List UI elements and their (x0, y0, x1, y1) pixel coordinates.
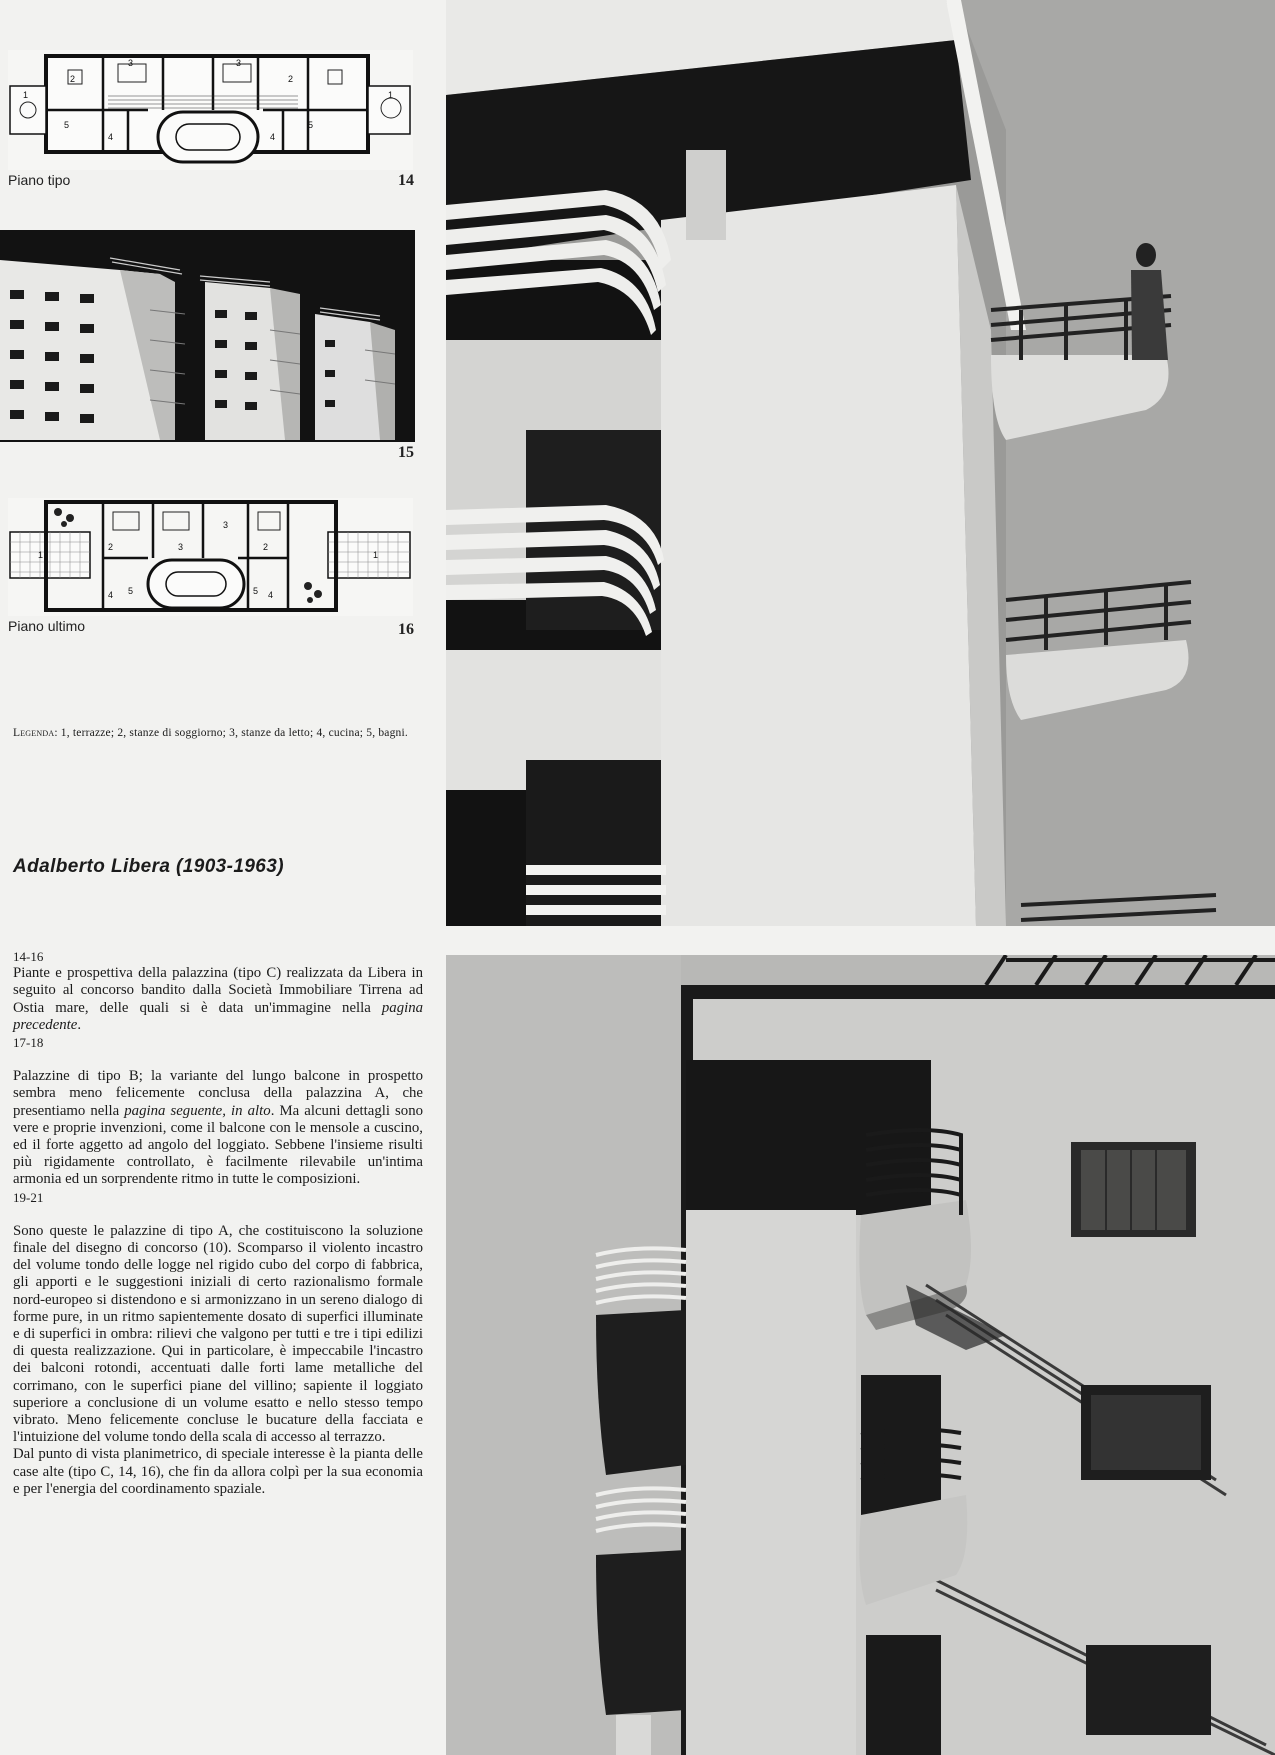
ref-14-16: 14-16 (13, 949, 44, 964)
svg-text:1: 1 (38, 550, 44, 560)
svg-text:2: 2 (70, 74, 76, 84)
perspective-drawing-image (0, 230, 415, 442)
legend-text: : 1, terrazze; 2, stanze di soggiorno; 3, stanze da letto; 4, cucina; 5, bagni. (54, 727, 408, 739)
floor-plan-typical-drawing (8, 50, 413, 170)
svg-text:4: 4 (268, 590, 274, 600)
figure-16-number: 16 (398, 621, 414, 638)
svg-text:1: 1 (388, 90, 394, 100)
article-text (13, 948, 423, 1498)
figure-16-caption: Piano ultimo (8, 618, 86, 634)
svg-text:1: 1 (23, 90, 29, 100)
svg-text:4: 4 (270, 132, 276, 142)
photo-facade-balconies (446, 955, 1275, 1755)
floor-plan-typical (8, 50, 413, 170)
perspective-drawing (0, 230, 415, 442)
svg-text:5: 5 (128, 586, 134, 596)
svg-text:3: 3 (223, 520, 229, 530)
paragraph-3: Sono queste le palazzine di tipo A, che costituiscono la soluzione finale del disegno di concorso (10). Scomparso il violento incastro del volume tondo delle logge nel rigido cubo del corpo di fabbrica, gli apporti e le suggestioni iniziali di certo razionalismo formale nord-europeo si distendono e si armonizzano in un sereno dialogo di forme pure, in un ritmo sapientemente dosato di superfici illuminate e di superfici in ombra: rilievi che valgono per tutti e tre i tipi edilizi di questa realizzazione. Qui in particolare, è impeccabile l'incastro dei balconi rotondi, accentuati dalle forti lame metalliche del corrimano, con le superfici piane del villino; sapiente il loggiato superiore a conclusione di un volume esatto e nello stesso tempo vibrato. Meno felicemente concluse le bucature della facciata e l'intuizione del volume tondo della scala di accesso al terrazzo. (13, 1222, 423, 1446)
photo-curved-balconies (446, 0, 1275, 926)
svg-text:5: 5 (308, 120, 314, 130)
paragraph-2: Palazzine di tipo B; la variante del lungo balcone in prospetto sembra meno felicemente conclusa della palazzina A, che presentiamo nella pagina seguente, in alto. Ma alcuni dettagli sono vere e proprie invenzioni, come il balcone con le mensole a cuscino, ed il forte aggetto ad angolo del loggiato. Sebbene l'insieme risulti più rigidamente controllato, è facilmente rilevabile un'intima armonia ed un sorprendente ritmo in tutte le composizioni. (13, 1068, 423, 1188)
svg-text:4: 4 (108, 132, 114, 142)
author-heading: Adalberto Libera (1903-1963) (13, 856, 284, 877)
svg-text:2: 2 (263, 542, 269, 552)
svg-text:3: 3 (128, 58, 134, 68)
floor-plan-top-drawing (8, 498, 413, 616)
photo-facade-balconies-image (446, 955, 1275, 1755)
photo-curved-balconies-image (446, 0, 1275, 926)
figure-14-number: 14 (398, 172, 414, 189)
paragraph-1: Piante e prospettiva della palazzina (tipo C) realizzata da Libera in seguito al concorso bandito dalla Società Immobiliare Tirrena ad Ostia mare, delle quali si è data un'immagine nella pagina precedente. (13, 965, 423, 1033)
svg-text:5: 5 (253, 586, 259, 596)
svg-text:4: 4 (108, 590, 114, 600)
svg-text:5: 5 (64, 120, 70, 130)
svg-text:1: 1 (373, 550, 379, 560)
figure-14-caption: Piano tipo (8, 172, 71, 188)
paragraph-4: Dal punto di vista planimetrico, di speciale interesse è la pianta delle case alte (tipo C, 14, 16), che fin da allora colpì per la sua economia e per l'energia del coordinamento spaziale. (13, 1446, 423, 1497)
svg-text:2: 2 (108, 542, 114, 552)
svg-text:3: 3 (178, 542, 184, 552)
figure-15-number: 15 (398, 444, 414, 461)
ref-19-21: 19-21 (13, 1189, 44, 1205)
floor-plan-top (8, 498, 413, 616)
svg-text:2: 2 (288, 74, 294, 84)
ref-17-18: 17-18 (13, 1035, 44, 1051)
legend-label: Legenda (13, 727, 55, 739)
svg-text:3: 3 (236, 58, 242, 68)
legend (13, 726, 425, 741)
